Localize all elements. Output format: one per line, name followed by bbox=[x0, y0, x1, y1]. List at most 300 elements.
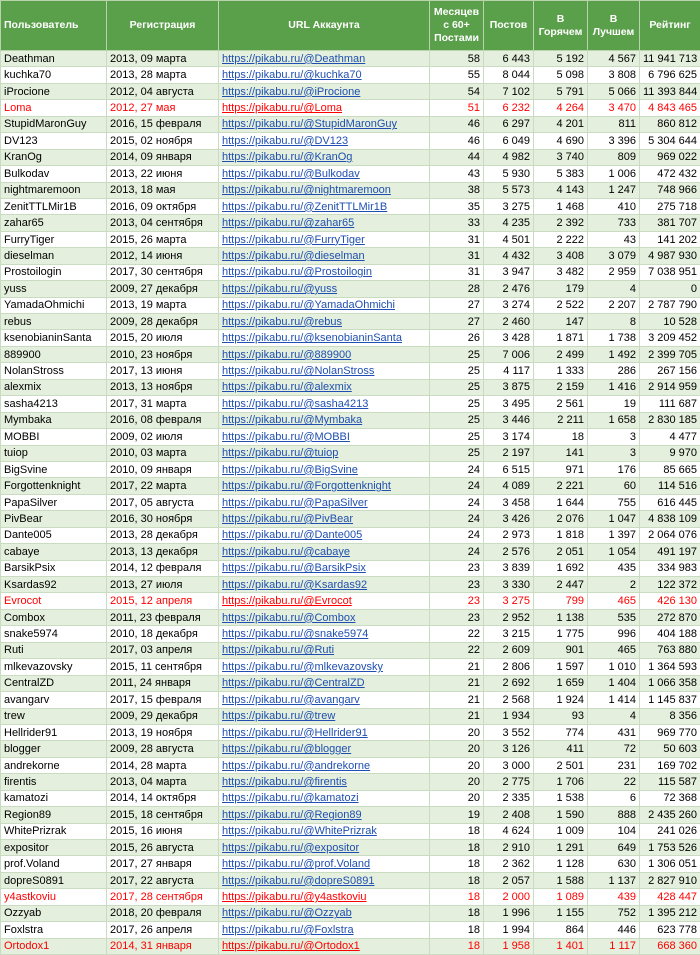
table-row bbox=[1, 445, 700, 461]
cell-registration: 2014, 12 февраля bbox=[107, 560, 219, 576]
cell-months: 25 bbox=[430, 379, 484, 395]
cell-rating: 6 796 625 bbox=[640, 67, 700, 83]
table-row bbox=[1, 396, 700, 412]
account-link[interactable]: https://pikabu.ru/@mlkevazovsky bbox=[222, 661, 383, 673]
cell-best: 1 404 bbox=[588, 675, 640, 691]
cell-best: 630 bbox=[588, 856, 640, 872]
account-link[interactable]: https://pikabu.ru/@Region89 bbox=[222, 809, 362, 821]
cell-url bbox=[219, 281, 430, 297]
account-link[interactable]: https://pikabu.ru/@Hellrider91 bbox=[222, 727, 368, 739]
cell-best: 19 bbox=[588, 396, 640, 412]
table-row bbox=[1, 379, 700, 395]
cell-url bbox=[219, 790, 430, 806]
cell-rating: 275 718 bbox=[640, 198, 700, 214]
cell-months: 18 bbox=[430, 823, 484, 839]
cell-url bbox=[219, 724, 430, 740]
cell-best: 3 079 bbox=[588, 248, 640, 264]
cell-user: cabaye bbox=[1, 544, 107, 560]
cell-rating: 2 914 959 bbox=[640, 379, 700, 395]
cell-user: snake5974 bbox=[1, 626, 107, 642]
cell-months: 18 bbox=[430, 922, 484, 938]
header-best[interactable] bbox=[588, 1, 640, 51]
cell-hot: 1 009 bbox=[534, 823, 588, 839]
cell-url bbox=[219, 297, 430, 313]
cell-best: 996 bbox=[588, 626, 640, 642]
cell-posts: 2 692 bbox=[484, 675, 534, 691]
cell-best: 1 414 bbox=[588, 692, 640, 708]
cell-url bbox=[219, 51, 430, 67]
cell-best: 1 047 bbox=[588, 511, 640, 527]
cell-registration: 2009, 28 августа bbox=[107, 741, 219, 757]
cell-rating: 5 304 644 bbox=[640, 133, 700, 149]
table-row bbox=[1, 544, 700, 560]
cell-registration: 2012, 14 июня bbox=[107, 248, 219, 264]
cell-user: kuchka70 bbox=[1, 67, 107, 83]
cell-rating: 1 364 593 bbox=[640, 659, 700, 675]
table-row bbox=[1, 938, 700, 954]
cell-months: 46 bbox=[430, 133, 484, 149]
cell-months: 27 bbox=[430, 314, 484, 330]
cell-months: 18 bbox=[430, 938, 484, 954]
cell-url bbox=[219, 823, 430, 839]
table-row bbox=[1, 872, 700, 888]
account-link[interactable]: https://pikabu.ru/@nightmaremoon bbox=[222, 184, 391, 196]
cell-posts: 4 117 bbox=[484, 363, 534, 379]
cell-url bbox=[219, 905, 430, 921]
account-link[interactable]: https://pikabu.ru/@PapaSilver bbox=[222, 497, 368, 509]
account-link[interactable]: https://pikabu.ru/@kuchka70 bbox=[222, 69, 362, 81]
cell-hot: 901 bbox=[534, 642, 588, 658]
cell-url bbox=[219, 412, 430, 428]
account-link[interactable]: https://pikabu.ru/@blogger bbox=[222, 743, 351, 755]
account-link[interactable]: https://pikabu.ru/@NolanStross bbox=[222, 365, 374, 377]
cell-url bbox=[219, 215, 430, 231]
table-row bbox=[1, 823, 700, 839]
cell-best: 1 137 bbox=[588, 872, 640, 888]
cell-months: 23 bbox=[430, 609, 484, 625]
cell-hot: 799 bbox=[534, 593, 588, 609]
cell-hot: 971 bbox=[534, 461, 588, 477]
cell-posts: 2 476 bbox=[484, 281, 534, 297]
cell-months: 31 bbox=[430, 248, 484, 264]
cell-registration: 2010, 09 января bbox=[107, 461, 219, 477]
cell-rating: 860 812 bbox=[640, 116, 700, 132]
cell-rating: 0 bbox=[640, 281, 700, 297]
cell-rating: 491 197 bbox=[640, 544, 700, 560]
cell-best: 1 738 bbox=[588, 330, 640, 346]
table-row bbox=[1, 215, 700, 231]
cell-hot: 1 590 bbox=[534, 807, 588, 823]
cell-posts: 1 958 bbox=[484, 938, 534, 954]
cell-posts: 6 297 bbox=[484, 116, 534, 132]
cell-hot: 1 401 bbox=[534, 938, 588, 954]
table-row bbox=[1, 248, 700, 264]
account-link[interactable]: https://pikabu.ru/@yuss bbox=[222, 283, 337, 295]
account-link[interactable]: https://pikabu.ru/@Forgottenknight bbox=[222, 480, 391, 492]
cell-hot: 1 538 bbox=[534, 790, 588, 806]
account-link[interactable]: https://pikabu.ru/@cabaye bbox=[222, 546, 350, 558]
cell-best: 755 bbox=[588, 494, 640, 510]
cell-user: tuiop bbox=[1, 445, 107, 461]
table-row bbox=[1, 807, 700, 823]
cell-posts: 2 335 bbox=[484, 790, 534, 806]
cell-registration: 2012, 27 мая bbox=[107, 100, 219, 116]
cell-hot: 141 bbox=[534, 445, 588, 461]
cell-hot: 1 597 bbox=[534, 659, 588, 675]
cell-rating: 668 360 bbox=[640, 938, 700, 954]
cell-months: 21 bbox=[430, 659, 484, 675]
account-link[interactable]: https://pikabu.ru/@Ruti bbox=[222, 644, 334, 656]
account-link[interactable]: https://pikabu.ru/@expositor bbox=[222, 842, 359, 854]
cell-hot: 1 644 bbox=[534, 494, 588, 510]
cell-rating: 9 970 bbox=[640, 445, 700, 461]
cell-user: prof.Voland bbox=[1, 856, 107, 872]
account-link[interactable]: https://pikabu.ru/@zahar65 bbox=[222, 217, 354, 229]
cell-rating: 1 066 358 bbox=[640, 675, 700, 691]
cell-best: 286 bbox=[588, 363, 640, 379]
cell-best: 465 bbox=[588, 593, 640, 609]
cell-hot: 774 bbox=[534, 724, 588, 740]
cell-user: alexmix bbox=[1, 379, 107, 395]
cell-best: 1 006 bbox=[588, 166, 640, 182]
cell-url bbox=[219, 807, 430, 823]
cell-user: dopreS0891 bbox=[1, 872, 107, 888]
cell-hot: 2 159 bbox=[534, 379, 588, 395]
table-row bbox=[1, 116, 700, 132]
cell-user: Ozzyab bbox=[1, 905, 107, 921]
cell-best: 535 bbox=[588, 609, 640, 625]
cell-posts: 2 568 bbox=[484, 692, 534, 708]
cell-user: ZenitTTLMir1B bbox=[1, 198, 107, 214]
cell-url bbox=[219, 577, 430, 593]
cell-months: 38 bbox=[430, 182, 484, 198]
cell-best: 446 bbox=[588, 922, 640, 938]
table-row bbox=[1, 642, 700, 658]
cell-registration: 2017, 30 сентября bbox=[107, 264, 219, 280]
cell-user: Combox bbox=[1, 609, 107, 625]
cell-user: trew bbox=[1, 708, 107, 724]
cell-posts: 1 996 bbox=[484, 905, 534, 921]
cell-best: 2 bbox=[588, 577, 640, 593]
cell-posts: 3 839 bbox=[484, 560, 534, 576]
cell-registration: 2014, 09 января bbox=[107, 149, 219, 165]
account-link[interactable]: https://pikabu.ru/@alexmix bbox=[222, 381, 352, 393]
cell-hot: 18 bbox=[534, 429, 588, 445]
cell-months: 24 bbox=[430, 511, 484, 527]
cell-url bbox=[219, 264, 430, 280]
cell-posts: 2 775 bbox=[484, 774, 534, 790]
cell-rating: 1 145 837 bbox=[640, 692, 700, 708]
cell-url bbox=[219, 494, 430, 510]
cell-best: 60 bbox=[588, 478, 640, 494]
account-link[interactable]: https://pikabu.ru/@ZenitTTLMir1B bbox=[222, 201, 387, 213]
cell-posts: 2 576 bbox=[484, 544, 534, 560]
cell-posts: 2 460 bbox=[484, 314, 534, 330]
cell-best: 72 bbox=[588, 741, 640, 757]
account-link[interactable]: https://pikabu.ru/@Bulkodav bbox=[222, 168, 360, 180]
cell-url bbox=[219, 363, 430, 379]
cell-posts: 3 458 bbox=[484, 494, 534, 510]
account-link[interactable]: https://pikabu.ru/@Combox bbox=[222, 612, 355, 624]
cell-url bbox=[219, 445, 430, 461]
account-link[interactable]: https://pikabu.ru/@andrekorne bbox=[222, 760, 370, 772]
account-link[interactable]: https://pikabu.ru/@Foxlstra bbox=[222, 924, 354, 936]
account-link[interactable]: https://pikabu.ru/@889900 bbox=[222, 349, 351, 361]
cell-user: Hellrider91 bbox=[1, 724, 107, 740]
cell-best: 1 658 bbox=[588, 412, 640, 428]
cell-hot: 2 076 bbox=[534, 511, 588, 527]
table-row bbox=[1, 297, 700, 313]
cell-rating: 267 156 bbox=[640, 363, 700, 379]
table-row bbox=[1, 774, 700, 790]
cell-posts: 2 910 bbox=[484, 840, 534, 856]
cell-months: 24 bbox=[430, 527, 484, 543]
cell-months: 28 bbox=[430, 281, 484, 297]
table-row bbox=[1, 330, 700, 346]
cell-months: 25 bbox=[430, 445, 484, 461]
account-link[interactable]: https://pikabu.ru/@firentis bbox=[222, 776, 347, 788]
cell-url bbox=[219, 379, 430, 395]
header-rating[interactable]: Рейтинг bbox=[640, 1, 700, 51]
cell-months: 21 bbox=[430, 692, 484, 708]
cell-user: Prostoilogin bbox=[1, 264, 107, 280]
cell-months: 43 bbox=[430, 166, 484, 182]
table-row bbox=[1, 659, 700, 675]
cell-posts: 3 875 bbox=[484, 379, 534, 395]
account-link[interactable]: https://pikabu.ru/@dieselman bbox=[222, 250, 365, 262]
cell-posts: 3 275 bbox=[484, 198, 534, 214]
cell-user: Ortodox1 bbox=[1, 938, 107, 954]
cell-best: 2 959 bbox=[588, 264, 640, 280]
cell-registration: 2016, 08 февраля bbox=[107, 412, 219, 428]
cell-best: 3 bbox=[588, 445, 640, 461]
cell-hot: 1 138 bbox=[534, 609, 588, 625]
table-row bbox=[1, 314, 700, 330]
table-row bbox=[1, 609, 700, 625]
account-link[interactable]: https://pikabu.ru/@Deathman bbox=[222, 53, 365, 65]
account-link[interactable]: https://pikabu.ru/@FurryTiger bbox=[222, 234, 365, 246]
cell-url bbox=[219, 922, 430, 938]
account-link[interactable]: https://pikabu.ru/@tuiop bbox=[222, 447, 338, 459]
header-user[interactable]: Пользователь bbox=[1, 1, 107, 51]
cell-url bbox=[219, 757, 430, 773]
account-link[interactable]: https://pikabu.ru/@y4astkoviu bbox=[222, 891, 366, 903]
cell-user: PivBear bbox=[1, 511, 107, 527]
cell-months: 20 bbox=[430, 757, 484, 773]
account-link[interactable]: https://pikabu.ru/@YamadaOhmichi bbox=[222, 299, 395, 311]
cell-best: 1 416 bbox=[588, 379, 640, 395]
cell-posts: 3 330 bbox=[484, 577, 534, 593]
cell-url bbox=[219, 856, 430, 872]
cell-registration: 2009, 29 декабря bbox=[107, 708, 219, 724]
cell-posts: 2 952 bbox=[484, 609, 534, 625]
cell-url bbox=[219, 642, 430, 658]
table-row bbox=[1, 133, 700, 149]
cell-months: 25 bbox=[430, 429, 484, 445]
cell-hot: 864 bbox=[534, 922, 588, 938]
cell-rating: 3 209 452 bbox=[640, 330, 700, 346]
table-row bbox=[1, 692, 700, 708]
account-link[interactable]: https://pikabu.ru/@Prostoilogin bbox=[222, 266, 372, 278]
account-link[interactable]: https://pikabu.ru/@dopreS0891 bbox=[222, 875, 374, 887]
account-link[interactable]: https://pikabu.ru/@prof.Voland bbox=[222, 858, 370, 870]
account-link[interactable]: https://pikabu.ru/@trew bbox=[222, 710, 335, 722]
table-row bbox=[1, 626, 700, 642]
cell-posts: 1 994 bbox=[484, 922, 534, 938]
table-row bbox=[1, 363, 700, 379]
cell-user: Region89 bbox=[1, 807, 107, 823]
cell-best: 22 bbox=[588, 774, 640, 790]
cell-rating: 2 435 260 bbox=[640, 807, 700, 823]
account-link[interactable]: https://pikabu.ru/@KranOg bbox=[222, 151, 352, 163]
account-link[interactable]: https://pikabu.ru/@Mymbaka bbox=[222, 414, 362, 426]
account-link[interactable]: https://pikabu.ru/@snake5974 bbox=[222, 628, 368, 640]
cell-best: 431 bbox=[588, 724, 640, 740]
cell-months: 24 bbox=[430, 478, 484, 494]
cell-registration: 2010, 03 марта bbox=[107, 445, 219, 461]
cell-hot: 411 bbox=[534, 741, 588, 757]
account-link[interactable]: https://pikabu.ru/@avangarv bbox=[222, 694, 360, 706]
header-months-line2: с 60+ bbox=[443, 19, 470, 31]
account-link[interactable]: https://pikabu.ru/@PivBear bbox=[222, 513, 353, 525]
cell-rating: 428 447 bbox=[640, 889, 700, 905]
cell-rating: 472 432 bbox=[640, 166, 700, 182]
cell-rating: 2 830 185 bbox=[640, 412, 700, 428]
cell-rating: 115 587 bbox=[640, 774, 700, 790]
table-row bbox=[1, 231, 700, 247]
cell-posts: 2 000 bbox=[484, 889, 534, 905]
account-link[interactable]: https://pikabu.ru/@Loma bbox=[222, 102, 342, 114]
cell-rating: 2 827 910 bbox=[640, 872, 700, 888]
cell-rating: 426 130 bbox=[640, 593, 700, 609]
cell-hot: 93 bbox=[534, 708, 588, 724]
cell-hot: 1 692 bbox=[534, 560, 588, 576]
account-link[interactable]: https://pikabu.ru/@Ozzyab bbox=[222, 907, 352, 919]
header-url[interactable]: URL Аккаунта bbox=[219, 1, 430, 51]
cell-hot: 4 690 bbox=[534, 133, 588, 149]
cell-posts: 4 432 bbox=[484, 248, 534, 264]
cell-rating: 1 753 526 bbox=[640, 840, 700, 856]
cell-posts: 3 495 bbox=[484, 396, 534, 412]
cell-rating: 1 306 051 bbox=[640, 856, 700, 872]
table-row bbox=[1, 346, 700, 362]
account-link[interactable]: https://pikabu.ru/@WhitePrizrak bbox=[222, 825, 377, 837]
cell-registration: 2014, 31 января bbox=[107, 938, 219, 954]
cell-months: 33 bbox=[430, 215, 484, 231]
account-link[interactable]: https://pikabu.ru/@StupidMaronGuy bbox=[222, 118, 397, 130]
cell-user: nightmaremoon bbox=[1, 182, 107, 198]
cell-hot: 1 818 bbox=[534, 527, 588, 543]
cell-months: 18 bbox=[430, 840, 484, 856]
header-registration[interactable]: Регистрация bbox=[107, 1, 219, 51]
account-link[interactable]: https://pikabu.ru/@CentralZD bbox=[222, 677, 365, 689]
cell-registration: 2012, 04 августа bbox=[107, 83, 219, 99]
account-link[interactable]: https://pikabu.ru/@iProcione bbox=[222, 86, 360, 98]
account-link[interactable]: https://pikabu.ru/@kamatozi bbox=[222, 792, 359, 804]
cell-months: 20 bbox=[430, 790, 484, 806]
cell-user: Deathman bbox=[1, 51, 107, 67]
cell-user: MOBBI bbox=[1, 429, 107, 445]
cell-url bbox=[219, 330, 430, 346]
cell-rating: 1 395 212 bbox=[640, 905, 700, 921]
account-link[interactable]: https://pikabu.ru/@DV123 bbox=[222, 135, 348, 147]
header-hot[interactable] bbox=[534, 1, 588, 51]
cell-rating: 272 870 bbox=[640, 609, 700, 625]
cell-posts: 3 426 bbox=[484, 511, 534, 527]
table-row bbox=[1, 412, 700, 428]
account-link[interactable]: https://pikabu.ru/@MOBBI bbox=[222, 431, 350, 443]
cell-registration: 2013, 13 ноября bbox=[107, 379, 219, 395]
cell-registration: 2016, 30 ноября bbox=[107, 511, 219, 527]
cell-rating: 111 687 bbox=[640, 396, 700, 412]
header-posts[interactable]: Постов bbox=[484, 1, 534, 51]
account-link[interactable]: https://pikabu.ru/@Ortodox1 bbox=[222, 940, 360, 952]
cell-posts: 3 428 bbox=[484, 330, 534, 346]
cell-registration: 2013, 22 июня bbox=[107, 166, 219, 182]
cell-registration: 2017, 03 апреля bbox=[107, 642, 219, 658]
header-best-line2: Лучшем bbox=[593, 26, 635, 38]
cell-hot: 1 871 bbox=[534, 330, 588, 346]
cell-hot: 5 192 bbox=[534, 51, 588, 67]
cell-url bbox=[219, 872, 430, 888]
account-link[interactable]: https://pikabu.ru/@Evrocot bbox=[222, 595, 352, 607]
table-row bbox=[1, 577, 700, 593]
table-row bbox=[1, 856, 700, 872]
cell-months: 58 bbox=[430, 51, 484, 67]
cell-registration: 2013, 04 марта bbox=[107, 774, 219, 790]
cell-hot: 1 468 bbox=[534, 198, 588, 214]
cell-registration: 2009, 02 июля bbox=[107, 429, 219, 445]
cell-registration: 2017, 05 августа bbox=[107, 494, 219, 510]
cell-months: 35 bbox=[430, 198, 484, 214]
cell-user: PapaSilver bbox=[1, 494, 107, 510]
table-row bbox=[1, 708, 700, 724]
cell-user: blogger bbox=[1, 741, 107, 757]
cell-hot: 3 482 bbox=[534, 264, 588, 280]
cell-registration: 2014, 14 октября bbox=[107, 790, 219, 806]
cell-best: 3 396 bbox=[588, 133, 640, 149]
cell-months: 20 bbox=[430, 774, 484, 790]
cell-rating: 2 787 790 bbox=[640, 297, 700, 313]
cell-hot: 3 740 bbox=[534, 149, 588, 165]
cell-best: 752 bbox=[588, 905, 640, 921]
cell-rating: 85 665 bbox=[640, 461, 700, 477]
cell-best: 410 bbox=[588, 198, 640, 214]
cell-posts: 3 552 bbox=[484, 724, 534, 740]
account-link[interactable]: https://pikabu.ru/@rebus bbox=[222, 316, 342, 328]
cell-registration: 2013, 27 июля bbox=[107, 577, 219, 593]
account-link[interactable]: https://pikabu.ru/@BigSvine bbox=[222, 464, 358, 476]
cell-url bbox=[219, 166, 430, 182]
account-link[interactable]: https://pikabu.ru/@Ksardas92 bbox=[222, 579, 367, 591]
cell-hot: 1 775 bbox=[534, 626, 588, 642]
cell-best: 649 bbox=[588, 840, 640, 856]
account-link[interactable]: https://pikabu.ru/@ksenobianinSanta bbox=[222, 332, 402, 344]
cell-months: 23 bbox=[430, 593, 484, 609]
header-months[interactable] bbox=[430, 1, 484, 51]
account-link[interactable]: https://pikabu.ru/@BarsikPsix bbox=[222, 562, 366, 574]
cell-url bbox=[219, 149, 430, 165]
cell-user: DV123 bbox=[1, 133, 107, 149]
account-link[interactable]: https://pikabu.ru/@sasha4213 bbox=[222, 398, 368, 410]
cell-registration: 2018, 20 февраля bbox=[107, 905, 219, 921]
cell-url bbox=[219, 840, 430, 856]
account-link[interactable]: https://pikabu.ru/@Dante005 bbox=[222, 529, 362, 541]
table-row bbox=[1, 264, 700, 280]
cell-rating: 763 880 bbox=[640, 642, 700, 658]
table-row bbox=[1, 51, 700, 67]
table-row bbox=[1, 100, 700, 116]
